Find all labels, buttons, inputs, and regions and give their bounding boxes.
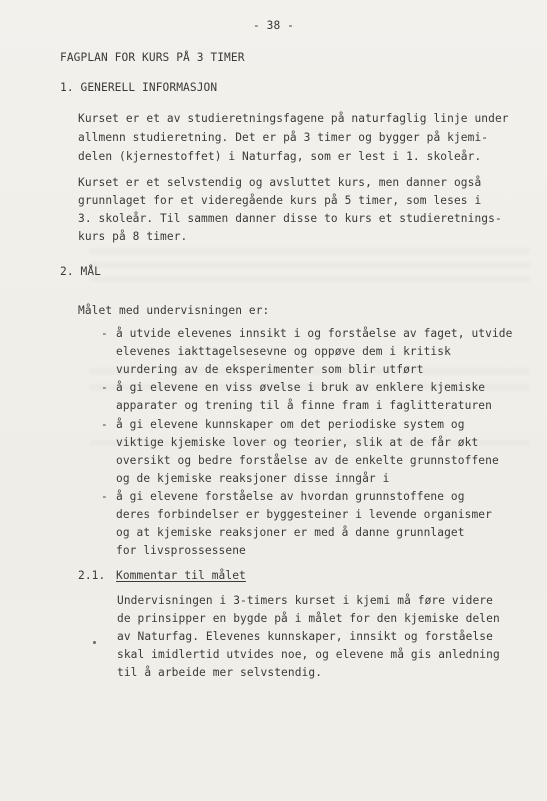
paragraph-line: kurs på 8 timer. — [78, 230, 188, 243]
list-item-line: viktige kjemiske lover og teorier, slik at de får økt — [116, 436, 479, 449]
list-item-line: oversikt og bedre forståelse av de enkelte grunnstoffene — [116, 454, 499, 467]
list-item-line: å gi elevene forståelse av hvordan grunnstoffene og — [116, 490, 465, 503]
paragraph-line: delen (kjernestoffet) i Naturfag, som er lest i 1. skoleår. — [78, 150, 482, 163]
ink-speck — [93, 641, 96, 644]
list-item-line: å gi elevene en viss øvelse i bruk av enklere kjemiske — [116, 381, 486, 394]
paragraph-line: av Naturfag. Elevenes kunnskaper, innsikt og forståelse — [117, 630, 493, 643]
paragraph-line: de prinsipper en bygde på i målet for den kjemiske delen — [117, 612, 500, 625]
list-item-line: deres forbindelser er byggesteiner i levende organismer — [116, 508, 492, 521]
section-heading-general-information: 1. GENERELL INFORMASJON — [60, 81, 218, 94]
subsection-title: Kommentar til målet — [116, 569, 246, 582]
paragraph-line: Kurset er et av studieretningsfagene på naturfaglig linje under — [78, 112, 509, 125]
paragraph-line: Undervisningen i 3-timers kurset i kjemi må føre videre — [117, 594, 493, 607]
section-heading-goals: 2. MÅL — [60, 265, 102, 278]
list-item-line: apparater og trening til å finne fram i faglitteraturen — [116, 399, 492, 412]
list-item-line: å gi elevene kunnskaper om det periodiske system og — [116, 418, 465, 431]
list-item-line: og de kjemiske reaksjoner disse inngår i — [116, 472, 390, 485]
list-item-line: å utvide elevenes innsikt i og forståelse av faget, utvide — [116, 327, 513, 340]
list-item-line: elevenes iakttagelsesevne og oppøve dem i kritisk — [116, 345, 451, 358]
show-through-mark — [90, 262, 530, 268]
list-bullet: - — [101, 418, 108, 431]
list-item-line: for livsprossessene — [116, 544, 246, 557]
list-item-line: vurdering av de eksperimenter som blir utført — [116, 363, 424, 376]
list-item-line: og at kjemiske reaksjoner er med å danne grunnlaget — [116, 526, 465, 539]
paragraph-line: allmenn studieretning. Det er på 3 timer og bygger på kjemi- — [78, 131, 489, 144]
show-through-mark — [90, 276, 530, 282]
list-bullet: - — [101, 381, 108, 394]
paragraph-line: grunnlaget for et videregående kurs på 5 timer, som leses i — [78, 194, 482, 207]
paragraph-line: Kurset er et selvstendig og avsluttet kurs, men danner også — [78, 176, 482, 189]
list-bullet: - — [101, 327, 108, 340]
goals-intro: Målet med undervisningen er: — [78, 304, 270, 317]
paragraph-line: 3. skoleår. Til sammen danner disse to kurs et studieretnings- — [78, 212, 502, 225]
subsection-number: 2.1. — [78, 569, 106, 582]
show-through-mark — [90, 248, 530, 254]
paragraph-line: skal imidlertid utvides noe, og elevene må gis anledning — [117, 648, 500, 661]
list-bullet: - — [101, 490, 108, 503]
paragraph-line: til å arbeide mer selvstendig. — [117, 666, 323, 679]
document-title: FAGPLAN FOR KURS PÅ 3 TIMER — [60, 51, 245, 64]
page-number: - 38 - — [252, 19, 294, 32]
